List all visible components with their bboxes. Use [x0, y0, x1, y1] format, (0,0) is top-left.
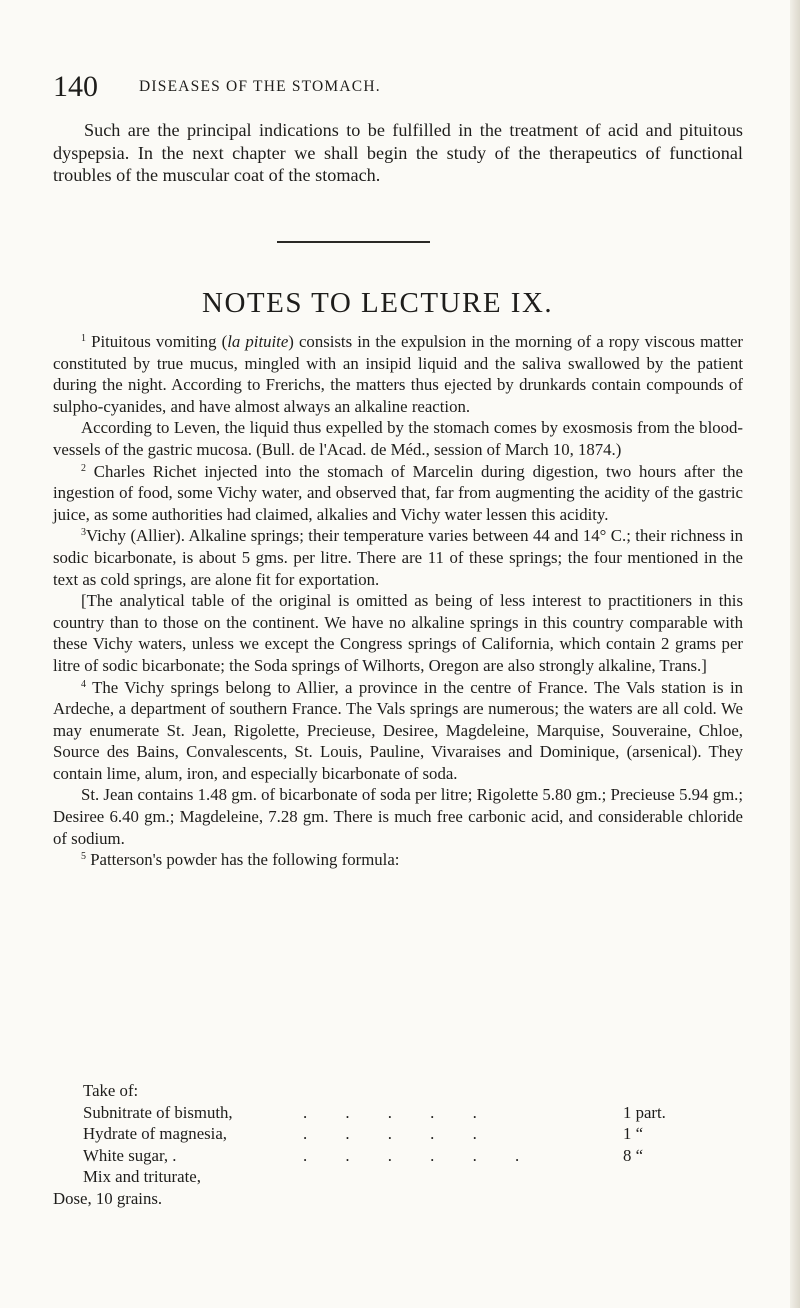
note-text: Pituitous vomiting ( [91, 332, 228, 351]
note-text: Charles Richet injected into the stomach of Marcelin during digestion, two hours after the ingestion of food, some Vichy water, and observed that, far from augmenting the acidity of the gastric juice, as some authorities had claimed, alkalies and Vichy water lessen this acidity. [53, 461, 743, 524]
note-5 [53, 849, 743, 871]
notes-title: NOTES TO LECTURE IX. [202, 287, 554, 319]
note-1 [53, 331, 743, 417]
note-text: Vichy (Allier). Alkaline springs; their temperature varies between 44 and 14° C.; their richness in sodic bicarbonate, is about 5 gms. per litre. There are 11 of these springs; the four mentioned in the text as cold springs, are alone fit for exportation. [53, 526, 743, 589]
page-header [53, 70, 743, 104]
leader-dots: . . . . . [303, 1102, 494, 1122]
note-marker: 1 [81, 333, 86, 344]
note-3 [53, 525, 743, 590]
note-4 [53, 677, 743, 785]
note-text: ) consists in the expulsion in the morning of a ropy viscous matter constituted by true mucus, mingled with an insipid liquid and the saliva swallowed by the patient during the night. According to Frerichs, the matters thus ejected by drunkards contain compounds of sulpho-cyanides, and have almost always an alkaline reaction. [53, 332, 743, 416]
ingredient-quantity: 1 “ [623, 1124, 644, 1144]
note-marker: 5 [81, 851, 86, 863]
notes-list [53, 331, 743, 871]
recipe-item [83, 1145, 723, 1167]
page-edge-shadow [790, 0, 800, 1308]
ingredient-name: Hydrate of magnesia, [83, 1124, 227, 1144]
ingredient-name: Subnitrate of bismuth, [83, 1102, 233, 1122]
recipe-item [83, 1123, 723, 1145]
recipe-take: Take of: [83, 1081, 139, 1100]
recipe-formula [53, 1080, 723, 1210]
recipe-mix-line [83, 1166, 723, 1188]
note-1-continued: According to Leven, the liquid thus expelled by the stomach comes by exosmosis from the blood-vessels of the gastric mucosa. (Bull. de l'Acad. de Méd., session of March 10, 1874.) [53, 418, 743, 459]
note-marker: 2 [81, 462, 86, 474]
section-divider [277, 241, 430, 243]
recipe-dose-line [53, 1188, 723, 1210]
recipe-item [83, 1102, 723, 1124]
leader-dots: . . . . . [303, 1124, 494, 1144]
recipe-take-line [83, 1080, 723, 1102]
note-3-translator: [The analytical table of the original is omitted as being of less interest to practitioners in this country than to those on the continent. We have no alkaline springs in this country comparable with these Vichy waters, unless we except the Congress springs of California, which contain 2 grams per litre of sodic bicarbonate; the Soda springs of Wilhorts, Oregon are also strongly alkaline, Trans.] [53, 591, 743, 675]
ingredient-name: White sugar, . [83, 1145, 177, 1165]
ingredient-quantity: 8 “ [623, 1145, 644, 1165]
running-title: DISEASES OF THE STOMACH. [139, 78, 381, 95]
page-number: 140 [53, 70, 98, 103]
ingredient-quantity: 1 part. [623, 1102, 666, 1122]
note-text: The Vichy springs belong to Allier, a province in the centre of France. The Vals station is in Ardeche, a department of southern France. The Vals springs are numerous; the waters are all cold. We may enumerate St. Jean, Rigolette, Precieuse, Desiree, Magdeleine, Marquise, Souveraine, Chloe, Source des Bains, Convalescents, St. Louis, Pauline, Vivaraises and Dominique, (arsenical). They contain lime, alum, iron, and especially bicarbonate of soda. [53, 677, 743, 783]
note-marker: 3 [81, 527, 86, 539]
note-marker: 4 [81, 678, 86, 690]
recipe-mix: Mix and triturate, [83, 1167, 201, 1187]
recipe-dose: Dose, 10 grains. [53, 1188, 163, 1208]
leader-dots: . . . . . . [303, 1145, 537, 1165]
note-2 [53, 461, 743, 526]
note-text: Patterson's powder has the following formula: [90, 850, 400, 870]
note-4-continued: St. Jean contains 1.48 gm. of bicarbonate of soda per litre; Rigolette 5.80 gm.; Precieuse 5.94 gm.; Desiree 6.40 gm.; Magdeleine, 7.28 gm. There is much free carbonic acid, and considerable chloride of sodium. [53, 785, 743, 848]
intro-paragraph-block [53, 119, 743, 187]
intro-paragraph: Such are the principal indications to be fulfilled in the treatment of acid and pituitous dyspepsia. In the next chapter we shall begin the study of the therapeutics of functional troubles of the muscular coat of the stomach. [53, 120, 743, 185]
note-italic: la pituite [227, 332, 289, 351]
